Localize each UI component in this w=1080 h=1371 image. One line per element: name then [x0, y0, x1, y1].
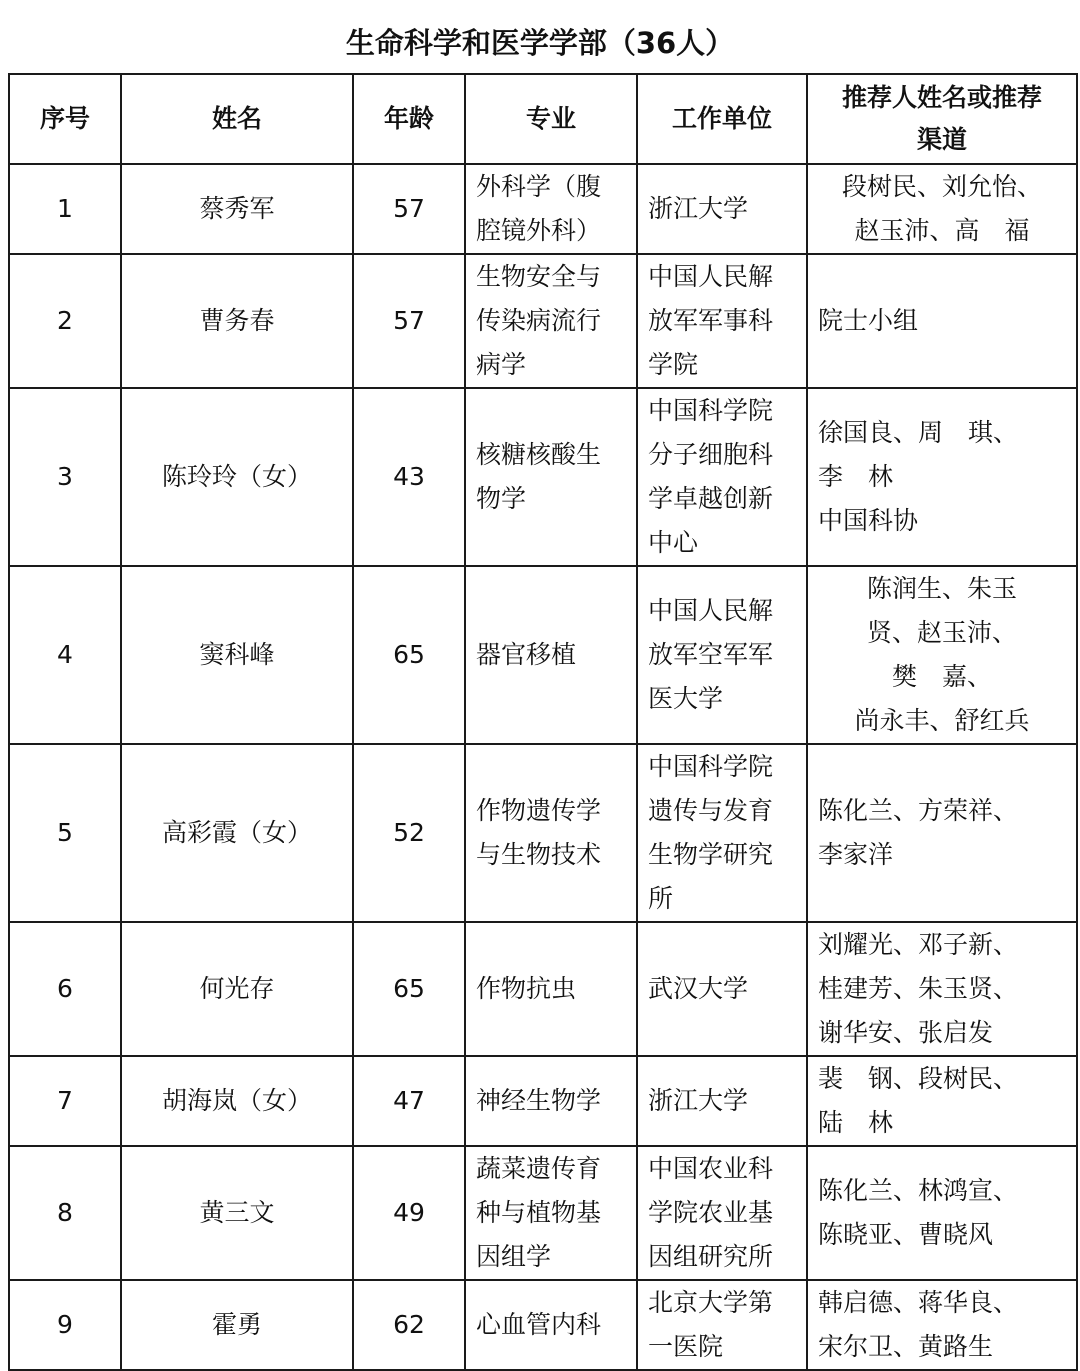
cell-major: 蔬菜遗传育 种与植物基 因组学 — [465, 1146, 637, 1280]
cell-organization: 浙江大学 — [637, 1056, 807, 1146]
table-row — [9, 744, 1077, 922]
table-row — [9, 388, 1077, 566]
cell-age: 62 — [353, 1280, 465, 1370]
nominee-table — [8, 73, 1078, 1371]
cell-age: 57 — [353, 254, 465, 388]
cell-age: 65 — [353, 922, 465, 1056]
cell-recommender: 徐国良、周 琪、 李 林 中国科协 — [807, 388, 1077, 566]
cell-recommender: 刘耀光、邓子新、 桂建芳、朱玉贤、 谢华安、张启发 — [807, 922, 1077, 1056]
cell-serial: 3 — [9, 388, 121, 566]
cell-serial: 8 — [9, 1146, 121, 1280]
cell-major: 器官移植 — [465, 566, 637, 744]
cell-name: 蔡秀军 — [121, 164, 353, 254]
header-name: 姓名 — [121, 74, 353, 164]
cell-serial: 9 — [9, 1280, 121, 1370]
cell-age: 49 — [353, 1146, 465, 1280]
table-row — [9, 1280, 1077, 1370]
cell-recommender: 院士小组 — [807, 254, 1077, 388]
cell-organization: 中国农业科 学院农业基 因组研究所 — [637, 1146, 807, 1280]
cell-organization: 武汉大学 — [637, 922, 807, 1056]
cell-name: 霍勇 — [121, 1280, 353, 1370]
cell-name: 陈玲玲（女） — [121, 388, 353, 566]
cell-name: 窦科峰 — [121, 566, 353, 744]
cell-serial: 1 — [9, 164, 121, 254]
cell-name: 高彩霞（女） — [121, 744, 353, 922]
cell-age: 65 — [353, 566, 465, 744]
cell-serial: 5 — [9, 744, 121, 922]
cell-major: 神经生物学 — [465, 1056, 637, 1146]
cell-serial: 7 — [9, 1056, 121, 1146]
cell-name: 黄三文 — [121, 1146, 353, 1280]
cell-recommender: 段树民、刘允怡、 赵玉沛、高 福 — [807, 164, 1077, 254]
table-row — [9, 1056, 1077, 1146]
cell-age: 52 — [353, 744, 465, 922]
cell-serial: 6 — [9, 922, 121, 1056]
cell-organization: 中国人民解 放军军事科 学院 — [637, 254, 807, 388]
cell-recommender: 陈润生、朱玉 贤、赵玉沛、 樊 嘉、 尚永丰、舒红兵 — [807, 566, 1077, 744]
table-row — [9, 254, 1077, 388]
cell-serial: 4 — [9, 566, 121, 744]
page-title: 生命科学和医学学部（36人） — [345, 26, 735, 60]
table-header-row — [9, 74, 1077, 164]
cell-organization: 中国科学院 遗传与发育 生物学研究 所 — [637, 744, 807, 922]
cell-recommender: 韩启德、蒋华良、 宋尔卫、黄路生 — [807, 1280, 1077, 1370]
cell-organization: 中国科学院 分子细胞科 学卓越创新 中心 — [637, 388, 807, 566]
cell-recommender: 陈化兰、方荣祥、 李家洋 — [807, 744, 1077, 922]
cell-major: 生物安全与 传染病流行 病学 — [465, 254, 637, 388]
table-row — [9, 1146, 1077, 1280]
cell-major: 外科学（腹 腔镜外科） — [465, 164, 637, 254]
cell-major: 作物遗传学 与生物技术 — [465, 744, 637, 922]
cell-organization: 浙江大学 — [637, 164, 807, 254]
header-age: 年龄 — [353, 74, 465, 164]
table-row — [9, 922, 1077, 1056]
cell-major: 核糖核酸生 物学 — [465, 388, 637, 566]
header-organization: 工作单位 — [637, 74, 807, 164]
cell-age: 47 — [353, 1056, 465, 1146]
cell-name: 曹务春 — [121, 254, 353, 388]
cell-organization: 中国人民解 放军空军军 医大学 — [637, 566, 807, 744]
cell-recommender: 裴 钢、段树民、 陆 林 — [807, 1056, 1077, 1146]
cell-serial: 2 — [9, 254, 121, 388]
cell-recommender: 陈化兰、林鸿宣、 陈晓亚、曹晓风 — [807, 1146, 1077, 1280]
cell-age: 43 — [353, 388, 465, 566]
table-row — [9, 566, 1077, 744]
cell-organization: 北京大学第 一医院 — [637, 1280, 807, 1370]
header-major: 专业 — [465, 74, 637, 164]
table-row — [9, 164, 1077, 254]
header-serial: 序号 — [9, 74, 121, 164]
cell-major: 心血管内科 — [465, 1280, 637, 1370]
cell-major: 作物抗虫 — [465, 922, 637, 1056]
cell-name: 何光存 — [121, 922, 353, 1056]
cell-name: 胡海岚（女） — [121, 1056, 353, 1146]
cell-age: 57 — [353, 164, 465, 254]
header-recommender: 推荐人姓名或推荐 渠道 — [807, 74, 1077, 164]
